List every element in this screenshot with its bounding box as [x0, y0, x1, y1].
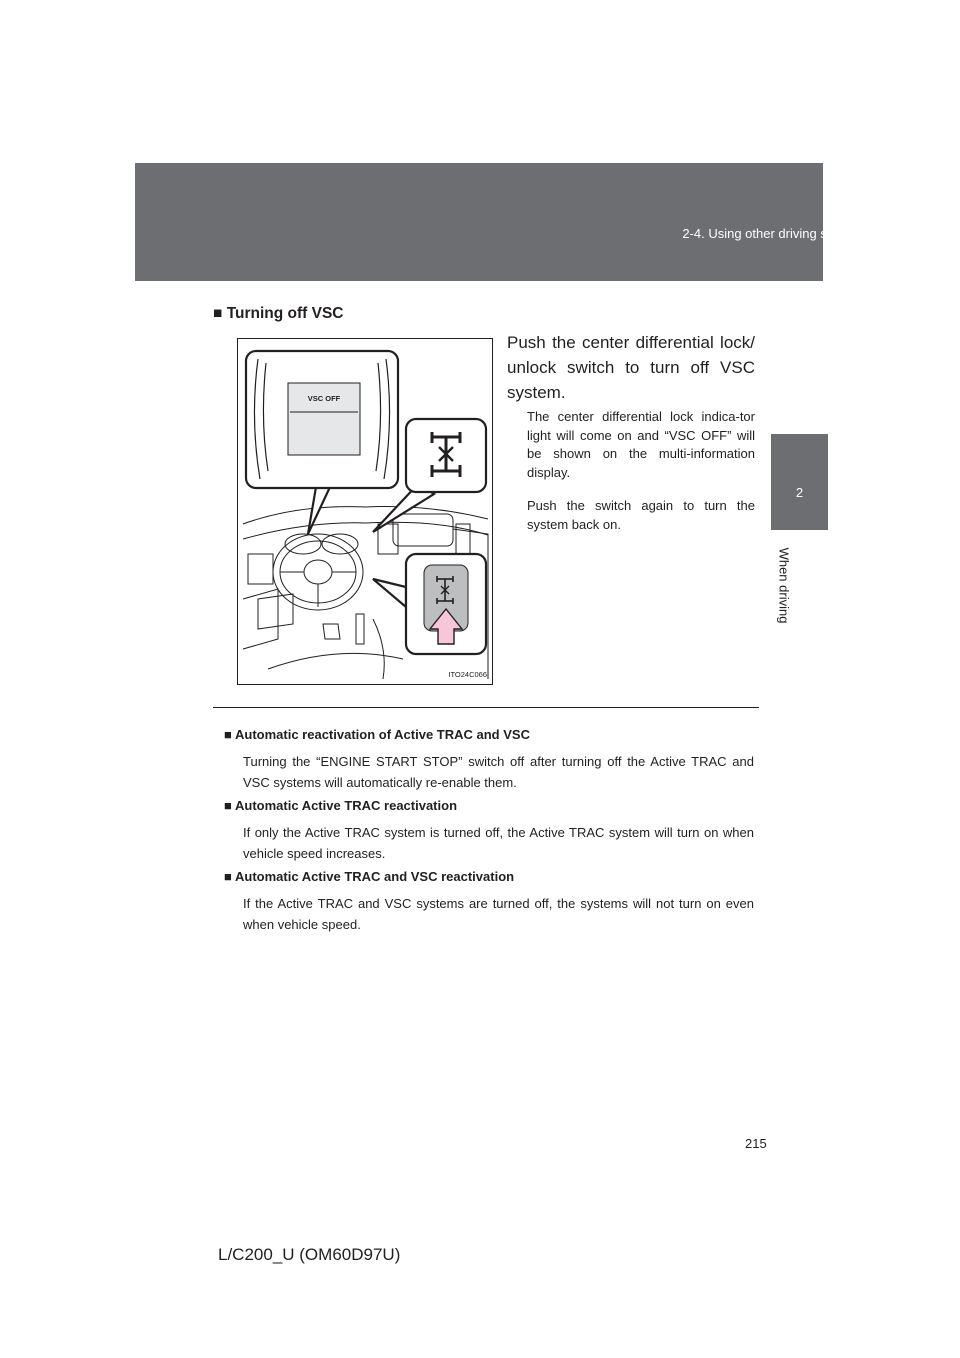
info-body-1: Turning the “ENGINE START STOP” switch off after turning off the Active TRAC and VSC systems will automatically re-enable them. [243, 754, 754, 790]
instruction-note-2: Push the switch again to turn the system back on. [527, 498, 755, 532]
chapter-label: When driving [776, 547, 792, 624]
info-heading-1 [224, 727, 530, 742]
info-body-2: If only the Active TRAC system is turned off, the Active TRAC system will turn on when vehicle speed increases. [243, 825, 754, 861]
info-heading-3 [224, 869, 514, 884]
info-heading-2 [224, 798, 457, 813]
chapter-number: 2 [795, 485, 804, 500]
figure-code: ITO24C066 [448, 670, 487, 679]
info-body-3: If the Active TRAC and VSC systems are turned off, the systems will not turn on even when vehicle speed. [243, 896, 754, 932]
info-bullet: ■ [224, 869, 232, 884]
instruction-text: Push the center differential lock/ unlock switch to turn off VSC system. [507, 333, 755, 402]
info-bullet: ■ [224, 727, 232, 742]
instruction-note-1: The center differential lock indica-tor light will come on and “VSC OFF” will be shown on the multi-information display. [527, 409, 755, 480]
section-heading [213, 305, 344, 323]
dashboard-drawing [238, 339, 493, 685]
chapter-tab [771, 434, 828, 530]
header-band [135, 163, 823, 281]
dashboard-illustration [237, 338, 493, 685]
display-message: VSC OFF [307, 394, 341, 403]
info-heading-text: Automatic reactivation of Active TRAC and VSC [235, 727, 530, 742]
heading-text: Turning off VSC [226, 305, 344, 322]
info-heading-text: Automatic Active TRAC and VSC reactivation [235, 869, 515, 884]
info-heading-text: Automatic Active TRAC reactivation [235, 798, 458, 813]
info-bullet: ■ [224, 798, 232, 813]
divider [213, 707, 759, 708]
section-title: 2-4. Using other driving systems [682, 226, 868, 241]
page-number: 215 [745, 1136, 767, 1151]
heading-bullet: ■ [213, 305, 223, 322]
document-code: L/C200_U (OM60D97U) [218, 1245, 401, 1264]
